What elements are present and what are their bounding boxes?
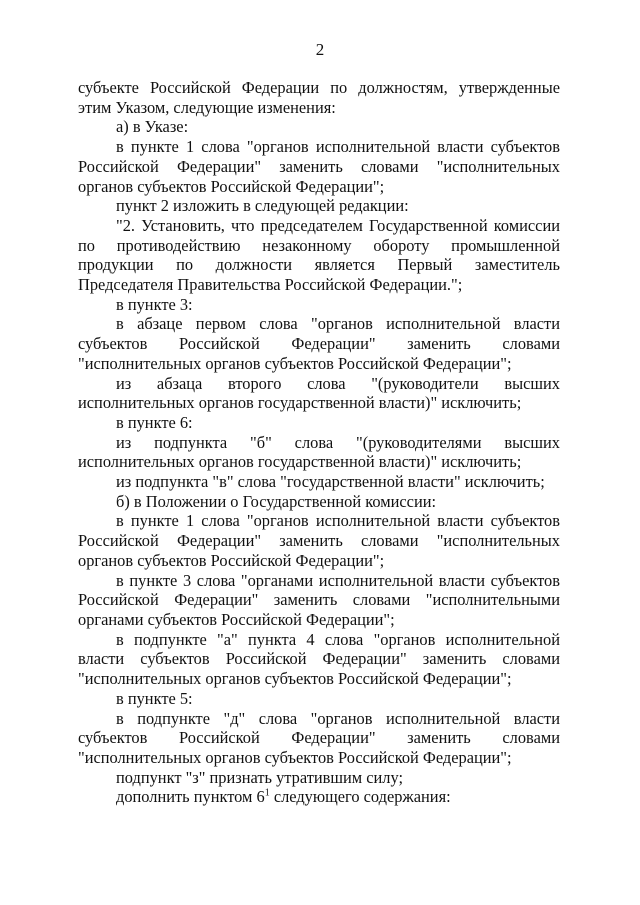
document-body <box>78 78 560 807</box>
paragraph: пункт 2 изложить в следующей редакции: <box>116 196 409 216</box>
paragraph: из абзаца второго слова "(руководители высших исполнительных органов государственной власти)" исключить; <box>78 373 560 413</box>
paragraph: субъекте Российской Федерации по должностям, утвержденные этим Указом, следующие изменения: <box>78 78 560 117</box>
paragraph: в подпункте "д" слова "органов исполнительной власти субъектов Российской Федерации" заменить словами "исполнительных органов субъектов Российской Федерации"; <box>78 708 560 767</box>
paragraph: подпункт "з" признать утратившим силу; <box>116 767 404 787</box>
paragraph: в пункте 3: <box>116 294 193 314</box>
paragraph: б) в Положении о Государственной комиссии: <box>116 491 437 511</box>
add-point-superscript: 1 <box>264 787 270 799</box>
paragraph-add-point <box>78 787 560 807</box>
paragraph: в пункте 1 слова "органов исполнительной власти субъектов Российской Федерации" заменить словами "исполнительных органов субъектов Российской Федерации"; <box>78 511 560 570</box>
paragraph: в пункте 1 слова "органов исполнительной власти субъектов Российской Федерации" заменить словами "исполнительных органов субъектов Российской Федерации"; <box>78 137 560 196</box>
paragraph: в абзаце первом слова "органов исполнительной власти субъектов Российской Федерации" заменить словами "исполнительных органов субъектов Российской Федерации"; <box>78 314 560 373</box>
add-point-text-before: дополнить пунктом 6 <box>116 787 265 807</box>
paragraph: а) в Указе: <box>116 117 189 137</box>
add-point-text-after: следующего содержания: <box>269 787 451 807</box>
page-number: 2 <box>315 40 325 59</box>
paragraph: в пункте 5: <box>116 688 193 708</box>
paragraph: в подпункте "а" пункта 4 слова "органов исполнительной власти субъектов Российской Федерации" заменить словами "исполнительных органов субъектов Российской Федерации"; <box>78 629 560 689</box>
paragraph: из подпункта "в" слова "государственной власти" исключить; <box>116 472 545 492</box>
paragraph: из подпункта "б" слова "(руководителями высших исполнительных органов государственной власти)" исключить; <box>78 432 560 472</box>
paragraph: "2. Установить, что председателем Государственной комиссии по противодействию незаконному обороту промышленной продукции по должности является Первый заместитель Председателя Правительства Российской Федерации."; <box>78 215 560 295</box>
paragraph: в пункте 3 слова "органами исполнительной власти субъектов Российской Федерации" заменить словами "исполнительными органами субъектов Российской Федерации"; <box>78 570 560 629</box>
paragraph: в пункте 6: <box>116 412 193 432</box>
